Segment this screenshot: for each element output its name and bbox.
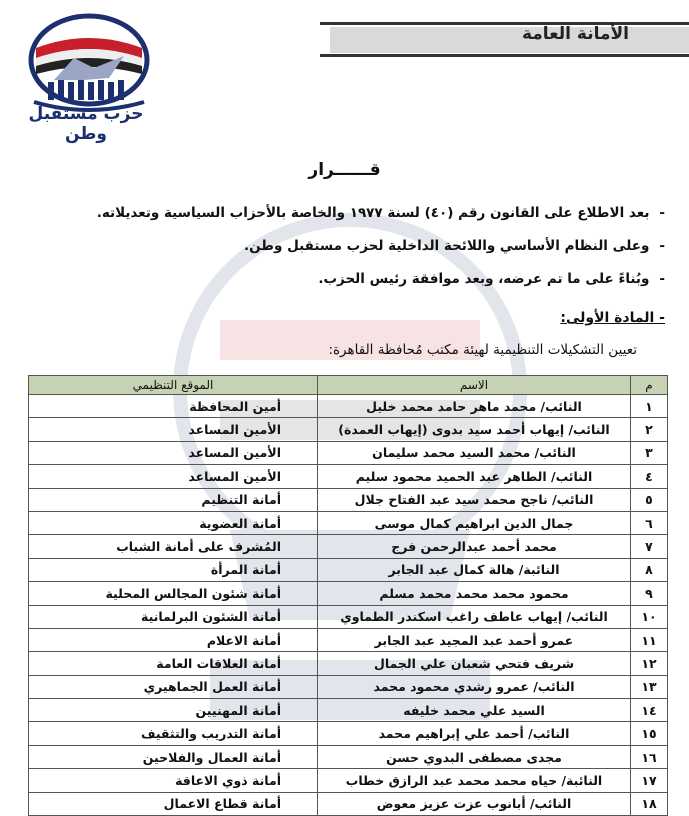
row-name: شريف فتحي شعبان علي الجمال [318,652,631,675]
table-row [29,745,668,768]
row-num: ١٨ [631,792,668,815]
table-row [29,488,668,511]
row-name: السيد علي محمد خليفه [318,699,631,722]
row-name: النائب/ عمرو رشدي محمود محمد [318,675,631,698]
row-num: ١١ [631,628,668,651]
row-num: ١ [631,395,668,418]
article-title: - المادة الأولى: [560,310,665,326]
row-name: النائب/ الطاهر عبد الحميد محمود سليم [318,465,631,488]
row-num: ١٦ [631,745,668,768]
row-name: النائبة/ حياه محمد محمد عبد الرازق خطاب [318,769,631,792]
office-title: الأمانة العامة [521,24,629,44]
preamble-item: -وبُناءً على ما تم عرضه، وبعد موافقة رئيس الحزب. [318,271,665,287]
party-name: حزب مستقبل وطن [28,104,144,144]
row-name: النائب/ إيهاب أحمد سيد بدوى (إيهاب العمدة) [318,418,631,441]
row-role: الأمين المساعد [29,418,318,441]
roster-table [28,375,668,816]
row-name: النائب/ محمد ماهر حامد محمد خليل [318,395,631,418]
row-num: ١٧ [631,769,668,792]
row-role: الأمين المساعد [29,441,318,464]
row-role: الأمين المساعد [29,465,318,488]
table-row [29,628,668,651]
table-row [29,722,668,745]
table-row [29,465,668,488]
table-row [29,582,668,605]
row-name: النائب/ أحمد علي إبراهيم محمد [318,722,631,745]
header-banner [320,14,689,58]
row-name: النائبة/ هالة كمال عبد الجابر [318,558,631,581]
row-num: ٧ [631,535,668,558]
row-num: ٦ [631,511,668,534]
row-name: النائب/ محمد السيد محمد سليمان [318,441,631,464]
row-num: ٨ [631,558,668,581]
row-role: أمانة العمال والفلاحين [29,745,318,768]
row-num: ١٠ [631,605,668,628]
row-name: النائب/ إيهاب عاطف راغب اسكندر الطماوي [318,605,631,628]
table-row [29,418,668,441]
row-role: أمانة الشئون البرلمانية [29,605,318,628]
row-role: أمانة الاعلام [29,628,318,651]
header-name: الاسم [318,376,631,395]
row-name: محمود محمد محمد محمد مسلم [318,582,631,605]
row-name: النائب/ أبانوب عزت عزيز معوض [318,792,631,815]
row-num: ٥ [631,488,668,511]
row-num: ٤ [631,465,668,488]
table-row [29,511,668,534]
row-role: أمانة العضوية [29,511,318,534]
table-row [29,535,668,558]
row-role: أمانة التدريب والتثقيف [29,722,318,745]
row-name: جمال الدين ابراهيم كمال موسى [318,511,631,534]
preamble-item: -بعد الاطلاع على القانون رقم (٤٠) لسنة ١٩٧٧ والخاصة بالأحزاب السياسية وتعديلاته. [96,205,665,221]
table-row [29,769,668,792]
row-role: أمانة قطاع الاعمال [29,792,318,815]
row-role: أمانة شئون المجالس المحلية [29,582,318,605]
row-num: ١٢ [631,652,668,675]
row-num: ١٣ [631,675,668,698]
row-num: ١٥ [631,722,668,745]
header-role: الموقع التنظيمي [29,376,318,395]
row-role: أمانة المهنيين [29,699,318,722]
table-row [29,558,668,581]
decree-title: قــــــرار [308,160,381,180]
table-row [29,605,668,628]
row-role: المُشرف على أمانة الشباب [29,535,318,558]
preamble-item: -وعلى النظام الأساسي واللائحة الداخلية لحزب مستقبل وطن. [244,238,665,254]
row-name: النائب/ ناجح محمد سيد عبد الفتاح جلال [318,488,631,511]
row-name: محمد أحمد عبدالرحمن فرج [318,535,631,558]
table-row [29,675,668,698]
row-num: ٣ [631,441,668,464]
row-name: عمرو أحمد عبد المجيد عبد الجابر [318,628,631,651]
row-role: أمانة المرأة [29,558,318,581]
row-role: أمين المحافظة [29,395,318,418]
row-num: ٢ [631,418,668,441]
row-name: مجدى مصطفى البدوي حسن [318,745,631,768]
row-num: ١٤ [631,699,668,722]
row-role: أمانة العمل الجماهيري [29,675,318,698]
table-row [29,652,668,675]
header-num: م [631,376,668,395]
row-role: أمانة ذوي الاعاقة [29,769,318,792]
table-row [29,441,668,464]
row-role: أمانة التنظيم [29,488,318,511]
row-num: ٩ [631,582,668,605]
row-role: أمانة العلاقات العامة [29,652,318,675]
table-row [29,699,668,722]
table-header-row [29,376,668,395]
assignment-text: تعيين التشكيلات التنظيمية لهيئة مكتب مُحافظة القاهرة: [328,342,637,358]
table-row [29,395,668,418]
